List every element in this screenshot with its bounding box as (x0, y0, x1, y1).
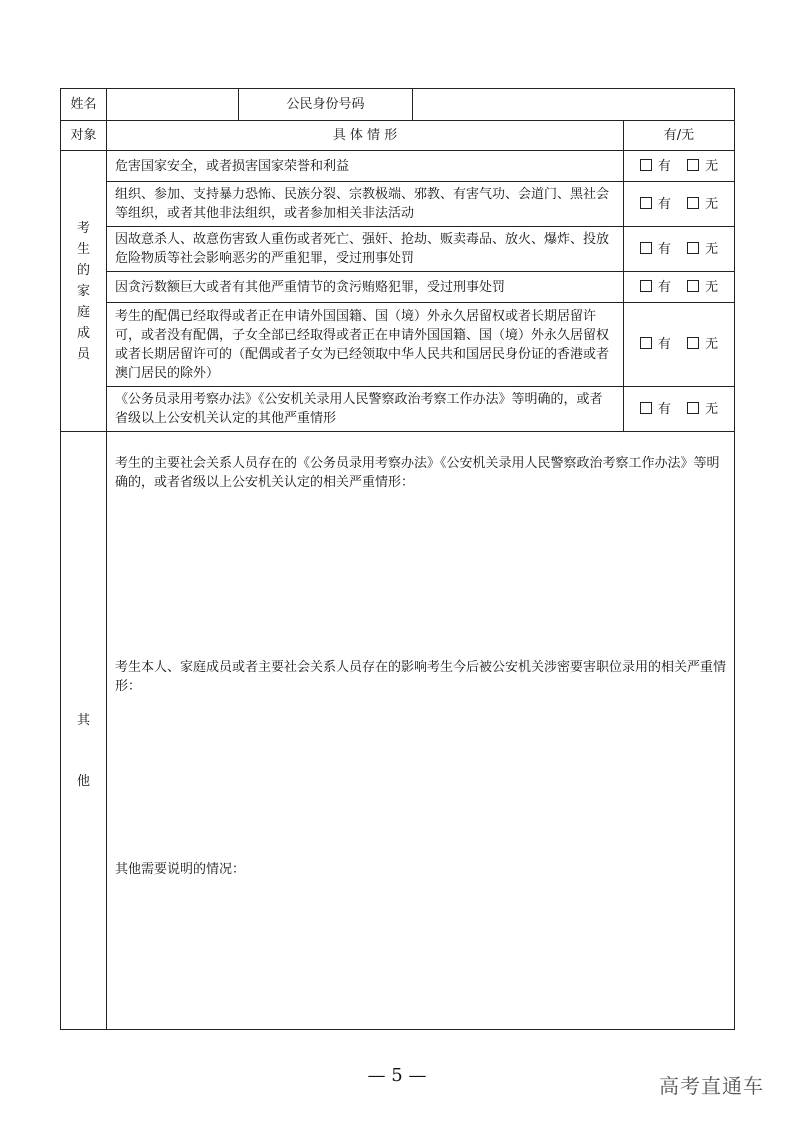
no-checkbox[interactable] (687, 337, 699, 349)
id-number-field[interactable] (413, 89, 735, 121)
page-number: — 5 — (367, 1065, 427, 1086)
no-label: 无 (705, 279, 719, 295)
family-label-char: 家 (76, 283, 90, 299)
watermark: 高考直通车 (659, 1074, 764, 1098)
no-label: 无 (705, 158, 719, 174)
family-row (61, 182, 735, 227)
yes-label: 有 (657, 279, 671, 295)
family-row (61, 387, 735, 432)
yes-no-choice (624, 387, 735, 432)
family-row (61, 272, 735, 303)
situation-text: 因贪污数额巨大或者有其他严重情节的贪污贿赂犯罪，受过刑事处罚 (107, 272, 624, 303)
family-label-char: 庭 (76, 304, 90, 320)
column-situation: 具 体 情 形 (107, 121, 624, 151)
yes-no-choice (624, 272, 735, 303)
family-label-char: 的 (76, 262, 90, 278)
family-row (61, 227, 735, 272)
yes-checkbox[interactable] (640, 280, 652, 292)
no-label: 无 (705, 401, 719, 417)
yes-checkbox[interactable] (640, 242, 652, 254)
yes-label: 有 (657, 337, 671, 352)
no-option[interactable] (687, 335, 718, 354)
yes-no-choice (624, 151, 735, 182)
no-checkbox[interactable] (687, 280, 699, 292)
situation-text: 因故意杀人、故意伤害致人重伤或者死亡、强奸、抢劫、贩卖毒品、放火、爆炸、投放危险物质等社会影响恶劣的严重犯罪，受过刑事处罚 (107, 227, 624, 272)
family-label-char: 成 (76, 325, 90, 341)
column-yes-no: 有/无 (624, 121, 735, 151)
family-members-label (61, 151, 107, 432)
yes-option[interactable] (640, 157, 671, 176)
other-label-char: 他 (76, 773, 90, 789)
other-label (61, 432, 107, 1030)
name-field[interactable] (107, 89, 239, 121)
no-option[interactable] (687, 400, 718, 419)
other-details-area[interactable] (107, 432, 735, 1030)
no-option[interactable] (687, 240, 718, 259)
other-prompt-confidential-posts: 考生本人、家庭成员或者主要社会关系人员存在的影响考生今后被公安机关涉密要害职位录用的相关严重情形： (115, 660, 727, 694)
yes-label: 有 (657, 196, 671, 212)
no-label: 无 (705, 196, 719, 212)
situation-text: 《公务员录用考察办法》《公安机关录用人民警察政治考察工作办法》等明确的，或者省级以上公安机关认定的其他严重情形 (107, 387, 624, 432)
yes-no-choice (624, 227, 735, 272)
no-option[interactable] (687, 195, 718, 214)
yes-checkbox[interactable] (640, 197, 652, 209)
yes-option[interactable] (640, 400, 671, 419)
family-label-char: 生 (76, 241, 90, 257)
no-checkbox[interactable] (687, 402, 699, 414)
yes-option[interactable] (640, 240, 671, 259)
no-label: 无 (705, 337, 719, 352)
no-label: 无 (705, 241, 719, 257)
no-checkbox[interactable] (687, 159, 699, 171)
other-prompt-social-relations: 考生的主要社会关系人员存在的《公务员录用考察办法》《公安机关录用人民警察政治考察工作办法》等明确的，或者省级以上公安机关认定的相关严重情形： (115, 456, 720, 490)
yes-option[interactable] (640, 195, 671, 214)
no-option[interactable] (687, 278, 718, 297)
other-prompt-additional-notes: 其他需要说明的情况： (115, 862, 246, 877)
name-label: 姓名 (61, 89, 107, 121)
family-row (61, 151, 735, 182)
no-checkbox[interactable] (687, 197, 699, 209)
yes-checkbox[interactable] (640, 337, 652, 349)
situation-text: 组织、参加、支持暴力恐怖、民族分裂、宗教极端、邪教、有害气功、会道门、黑社会等组织，或者其他非法组织，或者参加相关非法活动 (107, 182, 624, 227)
other-label-char: 其 (76, 712, 90, 728)
yes-option[interactable] (640, 335, 671, 354)
situation-text: 危害国家安全，或者损害国家荣誉和利益 (107, 151, 624, 182)
yes-label: 有 (657, 241, 671, 257)
yes-option[interactable] (640, 278, 671, 297)
no-checkbox[interactable] (687, 242, 699, 254)
yes-no-choice (624, 182, 735, 227)
family-row (61, 303, 735, 387)
header-row (61, 89, 735, 121)
family-label-char: 考 (76, 220, 90, 236)
family-label-char: 员 (76, 346, 90, 362)
situation-text: 考生的配偶已经取得或者正在申请外国国籍、国（境）外永久居留权或者长期居留许可，或者没有配偶，子女全部已经取得或者正在申请外国国籍、国（境）外永久居留权或者长期居留许可的（配偶或者子女为已经领取中华人民共和国居民身份证的香港或者澳门居民的除外） (107, 303, 624, 387)
other-row (61, 432, 735, 1030)
yes-label: 有 (657, 401, 671, 417)
yes-checkbox[interactable] (640, 402, 652, 414)
column-object: 对象 (61, 121, 107, 151)
yes-label: 有 (657, 158, 671, 174)
yes-checkbox[interactable] (640, 159, 652, 171)
id-number-label: 公民身份号码 (239, 89, 413, 121)
political-review-form-table (60, 88, 735, 1030)
no-option[interactable] (687, 157, 718, 176)
yes-no-choice (624, 303, 735, 387)
column-header-row (61, 121, 735, 151)
